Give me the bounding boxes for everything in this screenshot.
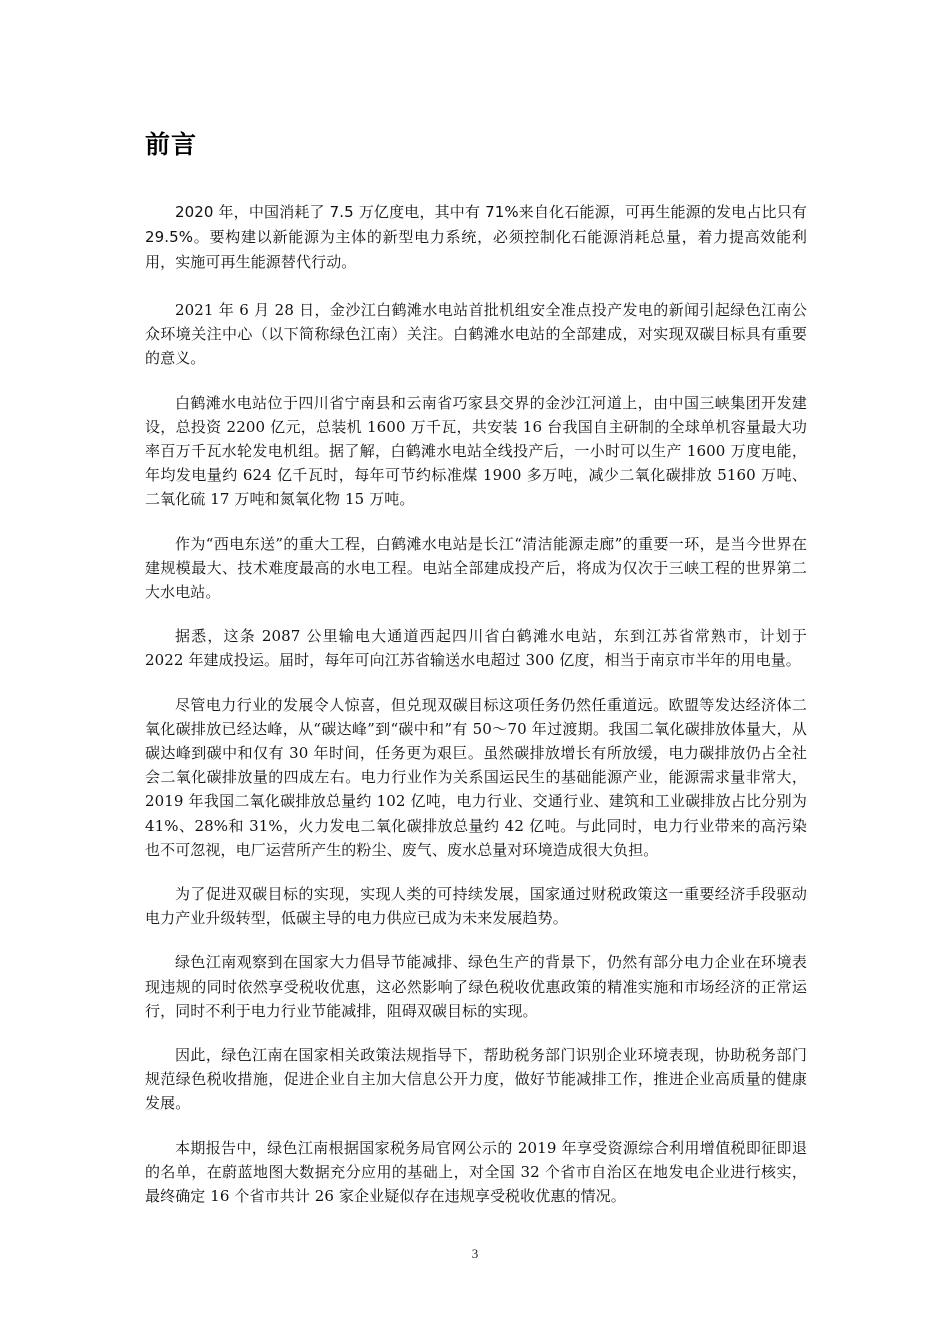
paragraph-6: 尽管电力行业的发展令人惊喜，但兑现双碳目标这项任务仍然任重道远。欧盟等发达经济体二氧化碳排放已经达峰，从“碳达峰”到“碳中和”有 50～70 年过渡期。我国二氧化碳排放体量大，从碳达峰到碳中和仅有 30 年时间，任务更为艰巨。虽然碳排放增长有所放缓，电力碳排放仍占全社会二氧化碳排放量的四成左右。电力行业作为关系国运民生的基础能源产业，能源需求量非常大，2019 年我国二氧化碳排放总量约 102 亿吨，电力行业、交通行业、建筑和工业碳排放占比分别为 41%、28%和 31%，火力发电二氧化碳排放总量约 42 亿吨。与此同时，电力行业带来的高污染也不可忽视，电厂运营所产生的粉尘、废气、废水总量对环境造成很大负担。 [145, 695, 807, 859]
paragraph-8: 绿色江南观察到在国家大力倡导节能减排、绿色生产的背景下，仍然有部分电力企业在环境表现违规的同时依然享受税收优惠，这必然影响了绿色税收优惠政策的精准实施和市场经济的正常运行，同时不利于电力行业节能减排，阻碍双碳目标的实现。 [145, 953, 807, 1020]
paragraph-1: 2020 年，中国消耗了 7.5 万亿度电，其中有 71%来自化石能源，可再生能源的发电占比只有 29.5%。要构建以新能源为主体的新型电力系统，必须控制化石能源消耗总量，着力提高效能利用，实施可再生能源替代行动。 [145, 203, 807, 271]
paragraph-4: 作为“西电东送”的重大工程，白鹤滩水电站是长江“清洁能源走廊”的重要一环，是当今世界在建规模最大、技术难度最高的水电工程。电站全部建成投产后，将成为仅次于三峡工程的世界第二大水电站。 [145, 534, 807, 602]
paragraph-3: 白鹤滩水电站位于四川省宁南县和云南省巧家县交界的金沙江河道上，由中国三峡集团开发建设，总投资 2200 亿元，总装机 1600 万千瓦，共安装 16 台我国自主研制的全球单机容量最大功率百万千瓦水轮发电机组。据了解，白鹤滩水电站全线投产后，一小时可以生产 1600 万度电能，年均发电量约 624 亿千瓦时，每年可节约标准煤 1900 多万吨，减少二氧化碳排放 5160 万吨、二氧化硫 17 万吨和氮氧化物 15 万吨。 [145, 393, 807, 509]
page-number: 3 [471, 1246, 479, 1261]
paragraph-2: 2021 年 6 月 28 日，金沙江白鹤滩水电站首批机组安全准点投产发电的新闻引起绿色江南公众环境关注中心（以下简称绿色江南）关注。白鹤滩水电站的全部建成，对实现双碳目标具有重要的意义。 [145, 301, 807, 368]
body-text [145, 200, 807, 1228]
paragraph-7: 为了促进双碳目标的实现，实现人类的可持续发展，国家通过财税政策这一重要经济手段驱动电力产业升级转型，低碳主导的电力供应已成为未来发展趋势。 [145, 885, 807, 928]
paragraph-9: 因此，绿色江南在国家相关政策法规指导下，帮助税务部门识别企业环境表现，协助税务部门规范绿色税收措施，促进企业自主加大信息公开力度，做好节能减排工作，推进企业高质量的健康发展。 [145, 1046, 807, 1113]
paragraph-10: 本期报告中，绿色江南根据国家税务局官网公示的 2019 年享受资源综合利用增值税即征即退的名单，在蔚蓝地图大数据充分应用的基础上，对全国 32 个省市自治区在地发电企业进行核实，最终确定 16 个省市共计 26 家企业疑似存在违规享受税收优惠的情况。 [145, 1138, 807, 1206]
paragraph-5: 据悉，这条 2087 公里输电大通道西起四川省白鹤滩水电站，东到江苏省常熟市，计划于 2022 年建成投运。届时，每年可向江苏省输送水电超过 300 亿度，相当于南京市半年的用电量。 [145, 627, 807, 670]
page-title: 前言 [145, 130, 198, 159]
